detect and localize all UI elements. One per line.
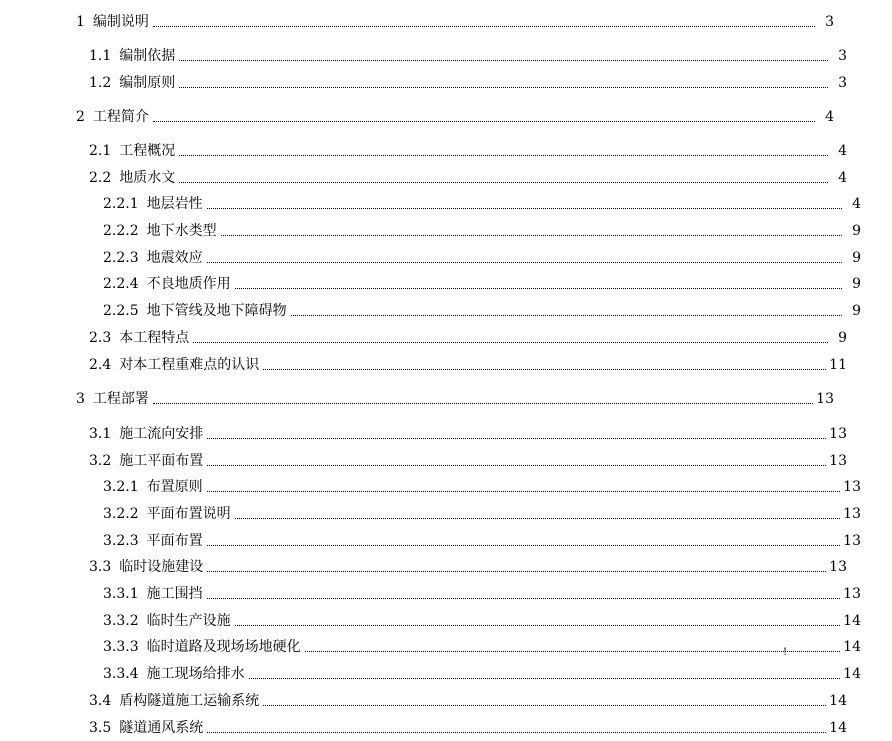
dot-leader (249, 677, 854, 679)
toc-entry-page: 14 (840, 666, 861, 682)
toc-entry[interactable] (0, 607, 892, 629)
dot-leader (153, 402, 827, 404)
toc-entry-title: 对本工程重难点的认识 (119, 357, 260, 373)
toc-entry[interactable] (0, 217, 892, 239)
toc-entry-page: 4 (842, 196, 861, 212)
dot-leader (207, 437, 840, 439)
toc-entry-page: 13 (840, 533, 861, 549)
dot-leader (305, 650, 854, 652)
toc-entry-line (103, 196, 892, 212)
toc-entry-title: 临时设施建设 (119, 559, 204, 575)
toc-entry-page: 3 (828, 75, 847, 91)
toc-entry-title: 布置原则 (146, 479, 203, 495)
toc-entry-page: 4 (815, 109, 834, 125)
toc-entry-page: 13 (840, 506, 861, 522)
toc-entry-page: 9 (842, 250, 861, 266)
toc-entry-line (103, 479, 892, 495)
toc-entry-number: 2.2.4 (103, 276, 139, 292)
toc-entry-page: 13 (826, 559, 847, 575)
toc-entry-line (89, 143, 878, 159)
dot-leader (207, 570, 840, 572)
toc-entry-number: 2.1 (89, 143, 112, 159)
toc-entry-number: 3.2.3 (103, 533, 139, 549)
toc-entry-line (103, 276, 892, 292)
toc-entry-title: 地震效应 (146, 250, 203, 266)
toc-entry-line (103, 303, 892, 319)
toc-entry-title: 编制依据 (119, 48, 176, 64)
dot-leader (179, 181, 840, 183)
toc-entry-line (89, 170, 878, 186)
toc-entry-page: 11 (826, 357, 847, 373)
toc-entry-page: 14 (826, 693, 847, 709)
toc-entry-number: 1.1 (89, 48, 112, 64)
dot-leader (235, 624, 854, 626)
toc-entry-title: 工程概况 (119, 143, 176, 159)
toc-entry-page: 13 (813, 391, 834, 407)
toc-entry-number: 1.2 (89, 75, 112, 91)
toc-entry-page: 14 (826, 720, 847, 736)
toc-entry[interactable] (0, 190, 892, 212)
dot-leader (207, 207, 854, 209)
toc-entry-number: 3.1 (89, 426, 112, 442)
toc-entry-title: 地质水文 (119, 170, 176, 186)
toc-entry-number: 2.4 (89, 357, 112, 373)
toc-entry-line (89, 559, 878, 575)
toc-entry[interactable] (0, 447, 878, 469)
toc-entry-number: 2.3 (89, 330, 112, 346)
toc-entry-number: 3.2.1 (103, 479, 139, 495)
toc-entry-line (76, 391, 865, 407)
toc-entry-title: 平面布置 (146, 533, 203, 549)
toc-entry-title: 工程部署 (92, 391, 149, 407)
toc-entry-number: 3 (76, 391, 85, 407)
toc-entry[interactable] (0, 473, 892, 495)
toc-entry-title: 平面布置说明 (146, 506, 231, 522)
toc-entry-title: 隧道通风系统 (119, 720, 204, 736)
toc-entry-page: 4 (828, 143, 847, 159)
toc-entry-line (76, 14, 865, 30)
toc-entry[interactable] (0, 527, 892, 549)
toc-entry-number: 3.5 (89, 720, 112, 736)
toc-entry-line (103, 506, 892, 522)
dot-leader (221, 234, 854, 236)
toc-entry-number: 2.2.5 (103, 303, 139, 319)
toc-entry-line (89, 453, 878, 469)
toc-entry-line (89, 330, 878, 346)
toc-entry-title: 地下水类型 (146, 223, 217, 239)
toc-entry-number: 2.2.2 (103, 223, 139, 239)
dot-leader (235, 517, 854, 519)
toc-entry-title: 施工围挡 (146, 586, 203, 602)
toc-entry-page: 13 (826, 426, 847, 442)
toc-entry-title: 编制说明 (92, 14, 149, 30)
toc-entry[interactable] (0, 270, 892, 292)
toc-entry-number: 3.3 (89, 559, 112, 575)
toc-entry[interactable] (0, 687, 878, 709)
dot-leader (207, 261, 854, 263)
toc-entry-page: 14 (840, 613, 861, 629)
toc-entry[interactable] (0, 297, 892, 319)
toc-entry-title: 施工平面布置 (119, 453, 204, 469)
toc-entry-line (76, 109, 865, 125)
dot-leader (235, 287, 854, 289)
toc-entry-line (103, 666, 892, 682)
toc-entry-title: 工程简介 (92, 109, 149, 125)
toc-entry[interactable] (0, 500, 892, 522)
margin-mark: ! (783, 647, 788, 658)
toc-entry-line (103, 586, 892, 602)
toc-entry-line (89, 357, 878, 373)
toc-entry-page: 14 (840, 639, 861, 655)
toc-entry[interactable] (0, 69, 878, 91)
dot-leader (263, 368, 840, 370)
dot-leader (179, 86, 840, 88)
toc-entry-number: 2.2 (89, 170, 112, 186)
toc-entry[interactable] (0, 633, 892, 655)
dot-leader (207, 544, 854, 546)
toc-entry-page: 4 (828, 170, 847, 186)
dot-leader (179, 59, 840, 61)
toc-entry-number: 2.2.1 (103, 196, 139, 212)
toc-entry-title: 地层岩性 (146, 196, 203, 212)
toc-entry-title: 施工现场给排水 (146, 666, 245, 682)
toc-entry[interactable] (0, 580, 892, 602)
dot-leader (179, 154, 840, 156)
toc-entry-page: 13 (840, 479, 861, 495)
toc-entry-line (103, 613, 892, 629)
toc-entry-page: 9 (828, 330, 847, 346)
dot-leader (153, 25, 827, 27)
dot-leader (193, 341, 840, 343)
toc-entry-title: 编制原则 (119, 75, 176, 91)
dot-leader (207, 731, 840, 733)
toc-entry-line (103, 639, 892, 655)
dot-leader (207, 597, 854, 599)
toc-entry-page: 3 (828, 48, 847, 64)
toc-entry-number: 3.3.3 (103, 639, 139, 655)
toc-entry-number: 2 (76, 109, 85, 125)
toc-entry[interactable] (0, 137, 878, 159)
dot-leader (153, 120, 827, 122)
toc-entry-number: 3.2.2 (103, 506, 139, 522)
toc-entry-number: 3.4 (89, 693, 112, 709)
toc-entry[interactable] (0, 324, 878, 346)
toc-entry-title: 本工程特点 (119, 330, 190, 346)
toc-entry-title: 不良地质作用 (146, 276, 231, 292)
toc-entry-line (103, 250, 892, 266)
toc-entry-page: 13 (840, 586, 861, 602)
toc-entry-line (89, 75, 878, 91)
toc-entry-title: 施工流向安排 (119, 426, 204, 442)
toc-entry-title: 临时生产设施 (146, 613, 231, 629)
toc-entry[interactable] (0, 103, 865, 125)
toc-entry-line (103, 223, 892, 239)
toc-entry[interactable] (0, 164, 878, 186)
toc-entry-page: 3 (815, 14, 834, 30)
toc-entry-title: 临时道路及现场场地硬化 (146, 639, 301, 655)
dot-leader (291, 314, 854, 316)
toc-entry-title: 地下管线及地下障碍物 (146, 303, 287, 319)
toc-entry-page: 9 (842, 223, 861, 239)
toc-entry-page: 13 (826, 453, 847, 469)
toc-entry[interactable] (0, 8, 865, 30)
dot-leader (207, 464, 840, 466)
toc-entry[interactable] (0, 553, 878, 575)
toc-entry[interactable] (0, 714, 878, 736)
toc-entry-line (89, 693, 878, 709)
toc-entry-line (89, 48, 878, 64)
toc-entry[interactable] (0, 660, 892, 682)
toc-entry-number: 3.3.2 (103, 613, 139, 629)
toc-entry[interactable] (0, 385, 865, 407)
toc-entry-page: 9 (842, 303, 861, 319)
toc-entry[interactable] (0, 351, 878, 373)
toc-entry-title: 盾构隧道施工运输系统 (119, 693, 260, 709)
dot-leader (263, 704, 840, 706)
toc-entry-number: 3.3.4 (103, 666, 139, 682)
toc-entry-line (89, 720, 878, 736)
toc-entry-number: 2.2.3 (103, 250, 139, 266)
toc-entry-page: 9 (842, 276, 861, 292)
toc-entry[interactable] (0, 42, 878, 64)
toc-entry-line (89, 426, 878, 442)
toc-entry-number: 3.2 (89, 453, 112, 469)
toc-entry[interactable] (0, 420, 878, 442)
toc-entry-line (103, 533, 892, 549)
toc-entry[interactable] (0, 244, 892, 266)
toc-entry-number: 1 (76, 14, 85, 30)
toc-entry-number: 3.3.1 (103, 586, 139, 602)
dot-leader (207, 490, 854, 492)
